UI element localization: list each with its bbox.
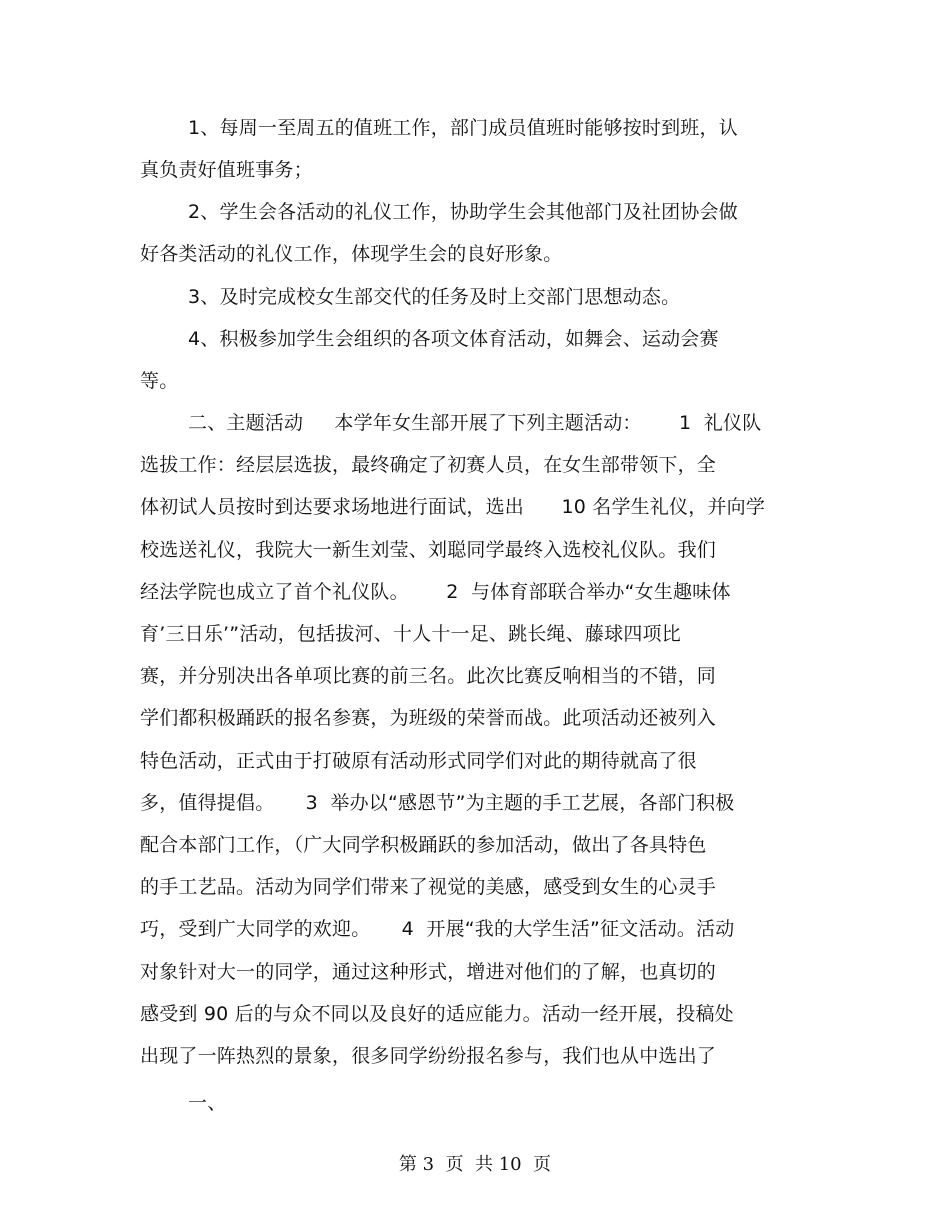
text-line-11: 校选送礼仪，我院大一新生刘莹、刘聪同学最终入选校礼仪队。我们 bbox=[140, 539, 717, 561]
text-line-13: 育’三日乐’”活动，包括拔河、十人十一足、跳长绳、藤球四项比 bbox=[140, 623, 681, 645]
text-line-18: 配合本部门工作，（广大同学积极踊跃的参加活动，做出了各具特色 bbox=[140, 834, 707, 856]
text-line-22: 感受到 90 后的与众不同以及良好的适应能力。活动一经开展，投稿处 bbox=[140, 1003, 734, 1025]
text-line-7: 等。 bbox=[140, 370, 179, 392]
text-line-6: 4、积极参加学生会组织的各项文体育活动，如舞会、运动会赛 bbox=[188, 328, 719, 350]
page-number-footer: 第 3 页 共 10 页 bbox=[398, 1154, 552, 1175]
text-line-3: 2、学生会各活动的礼仪工作，协助学生会其他部门及社团协会做 bbox=[188, 201, 738, 223]
text-line-24: 一、 bbox=[188, 1092, 227, 1114]
text-line-17: 多，值得提倡。 3 举办以“感恩节”为主题的手工艺展，各部门积极 bbox=[140, 792, 735, 814]
text-line-19: 的手工艺品。活动为同学们带来了视觉的美感，感受到女生的心灵手 bbox=[140, 876, 717, 898]
text-line-8: 二、主题活动 本学年女生部开展了下列主题活动： 1 礼仪队 bbox=[188, 412, 762, 434]
text-line-14: 赛，并分别决出各单项比赛的前三名。此次比赛反响相当的不错，同 bbox=[140, 665, 717, 687]
text-line-5: 3、及时完成校女生部交代的任务及时上交部门思想动态。 bbox=[188, 286, 681, 308]
text-line-20: 巧，受到广大同学的欢迎。 4 开展“我的大学生活”征文活动。活动 bbox=[140, 918, 735, 940]
text-line-1: 1、每周一至周五的值班工作，部门成员值班时能够按时到班，认 bbox=[188, 117, 738, 139]
text-line-21: 对象针对大一的同学，通过这种形式，增进对他们的了解，也真切的 bbox=[140, 961, 717, 983]
text-line-16: 特色活动，正式由于打破原有活动形式同学们对此的期待就高了很 bbox=[140, 750, 697, 772]
text-line-23: 出现了一阵热烈的景象，很多同学纷纷报名参与，我们也从中选出了 bbox=[140, 1045, 717, 1067]
text-line-9: 选拔工作：经层层选拔，最终确定了初赛人员，在女生部带领下，全 bbox=[140, 454, 717, 476]
text-line-12: 经法学院也成立了首个礼仪队。 2 与体育部联合举办“女生趣味体 bbox=[140, 581, 731, 603]
text-line-10: 体初试人员按时到达要求场地进行面试，选出 10 名学生礼仪，并向学 bbox=[140, 496, 766, 518]
text-line-2: 真负责好值班事务； bbox=[140, 159, 313, 181]
text-line-15: 学们都积极踊跃的报名参赛，为班级的荣誉而战。此项活动还被列入 bbox=[140, 707, 717, 729]
text-line-4: 好各类活动的礼仪工作，体现学生会的良好形象。 bbox=[140, 243, 563, 265]
